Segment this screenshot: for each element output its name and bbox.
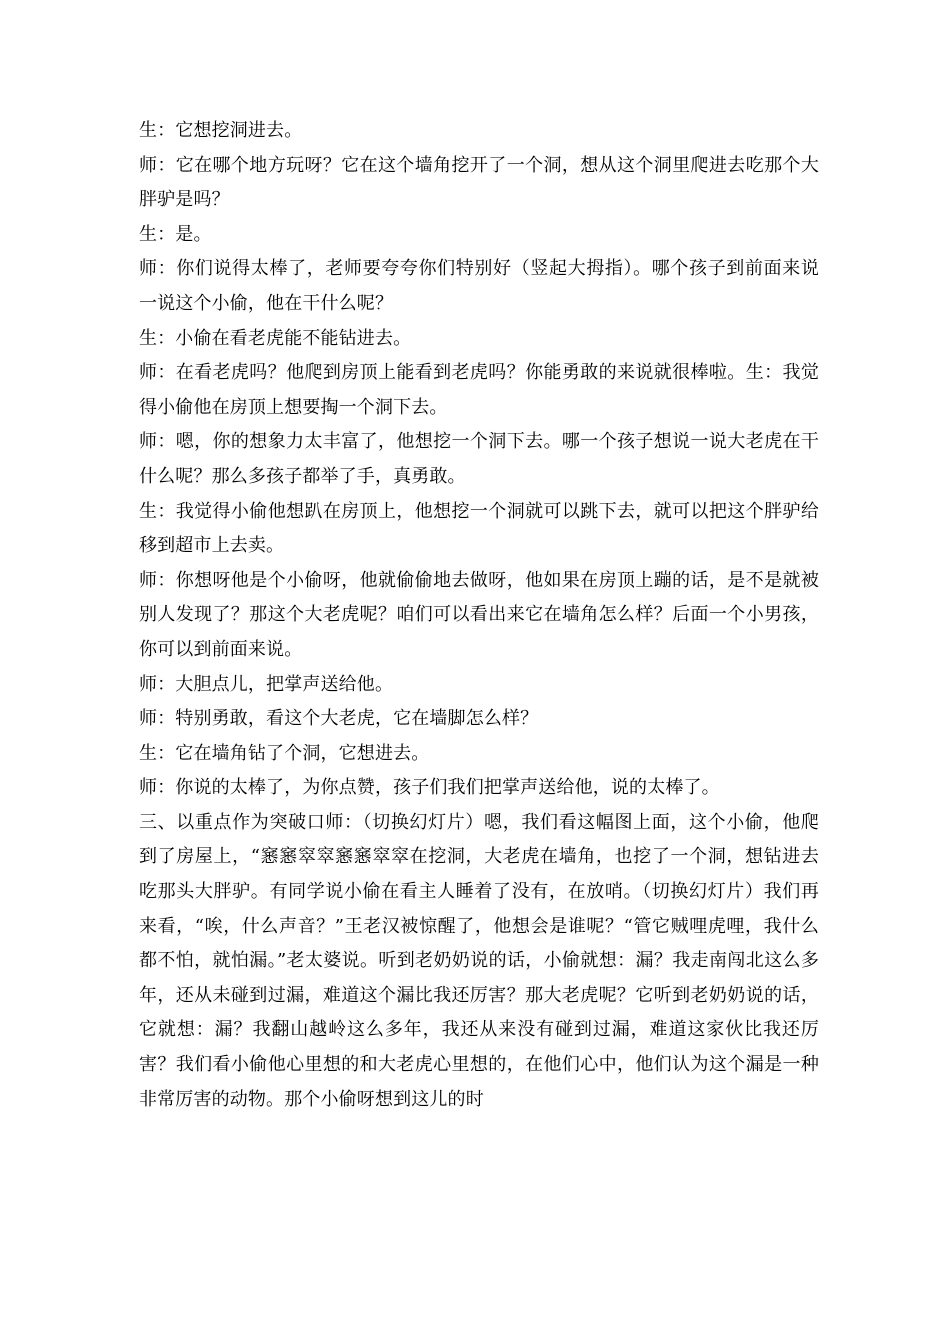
- paragraph-2: 师：它在哪个地方玩呀？它在这个墙角挖开了一个洞，想从这个洞里爬进去吃那个大胖驴是吗？: [139, 154, 819, 211]
- paragraph-7: 师：嗯，你的想象力太丰富了，他想挖一个洞下去。哪一个孩子想说一说大老虎在干什么呢？那么多孩子都举了手，真勇敢。: [139, 431, 819, 487]
- paragraph-6: 师：在看老虎吗？他爬到房顶上能看到老虎吗？你能勇敢的来说就很棒啦。生：我觉得小偷他在房顶上想要掏一个洞下去。: [139, 362, 819, 418]
- paragraph-5: 生：小偷在看老虎能不能钻进去。: [139, 327, 412, 349]
- document-body: [139, 114, 819, 1117]
- paragraph-4: 师：你们说得太棒了，老师要夸夸你们特别好（竖起大拇指）。哪个孩子到前面来说一说这个小偷，他在干什么呢？: [139, 258, 819, 314]
- paragraph-13: 师：你说的太棒了，为你点赞，孩子们我们把掌声送给他，说的太棒了。: [139, 777, 720, 799]
- paragraph-3: 生：是。: [139, 223, 212, 245]
- paragraph-9: 师：你想呀他是个小偷呀，他就偷偷地去做呀，他如果在房顶上蹦的话，是不是就被别人发现了？那这个大老虎呢？咱们可以看出来它在墙角怎么样？后面一个小男孩，你可以到前面来说。: [139, 569, 819, 660]
- paragraph-8: 生：我觉得小偷他想趴在房顶上，他想挖一个洞就可以跳下去，就可以把这个胖驴给移到超市上去卖。: [139, 500, 819, 557]
- paragraph-14: 三、以重点作为突破口师：（切换幻灯片）嗯，我们看这幅图上面，这个小偷，他爬到了房屋上，“窸窸窣窣窸窸窣窣在挖洞，大老虎在墙角，也挖了一个洞，想钻进去吃那头大胖驴。有同学说小偷在看主人睡着了没有，在放哨。（切换幻灯片）我们再来看，“唉，什么声音？”王老汉被惊醒了，他想会是谁呢？“管它贼哩虎哩，我什么都不怕，就怕漏。”老太婆说。听到老奶奶说的话，小偷就想：漏？我走南闯北这么多年，还从未碰到过漏，难道这个漏比我还厉害？那大老虎呢？它听到老奶奶说的话，它就想：漏？我翻山越岭这么多年，我还从来没有碰到过漏，难道这家伙比我还厉害？我们看小偷他心里想的和大老虎心里想的，在他们心中，他们认为这个漏是一种非常厉害的动物。那个小偷呀想到这儿的时: [139, 811, 819, 1110]
- paragraph-11: 师：特别勇敢，看这个大老虎，它在墙脚怎么样？: [139, 708, 539, 730]
- paragraph-1: 生：它想挖洞进去。: [139, 120, 303, 141]
- paragraph-10: 师：大胆点儿，把掌声送给他。: [139, 673, 394, 695]
- paragraph-12: 生：它在墙角钻了个洞，它想进去。: [139, 742, 430, 764]
